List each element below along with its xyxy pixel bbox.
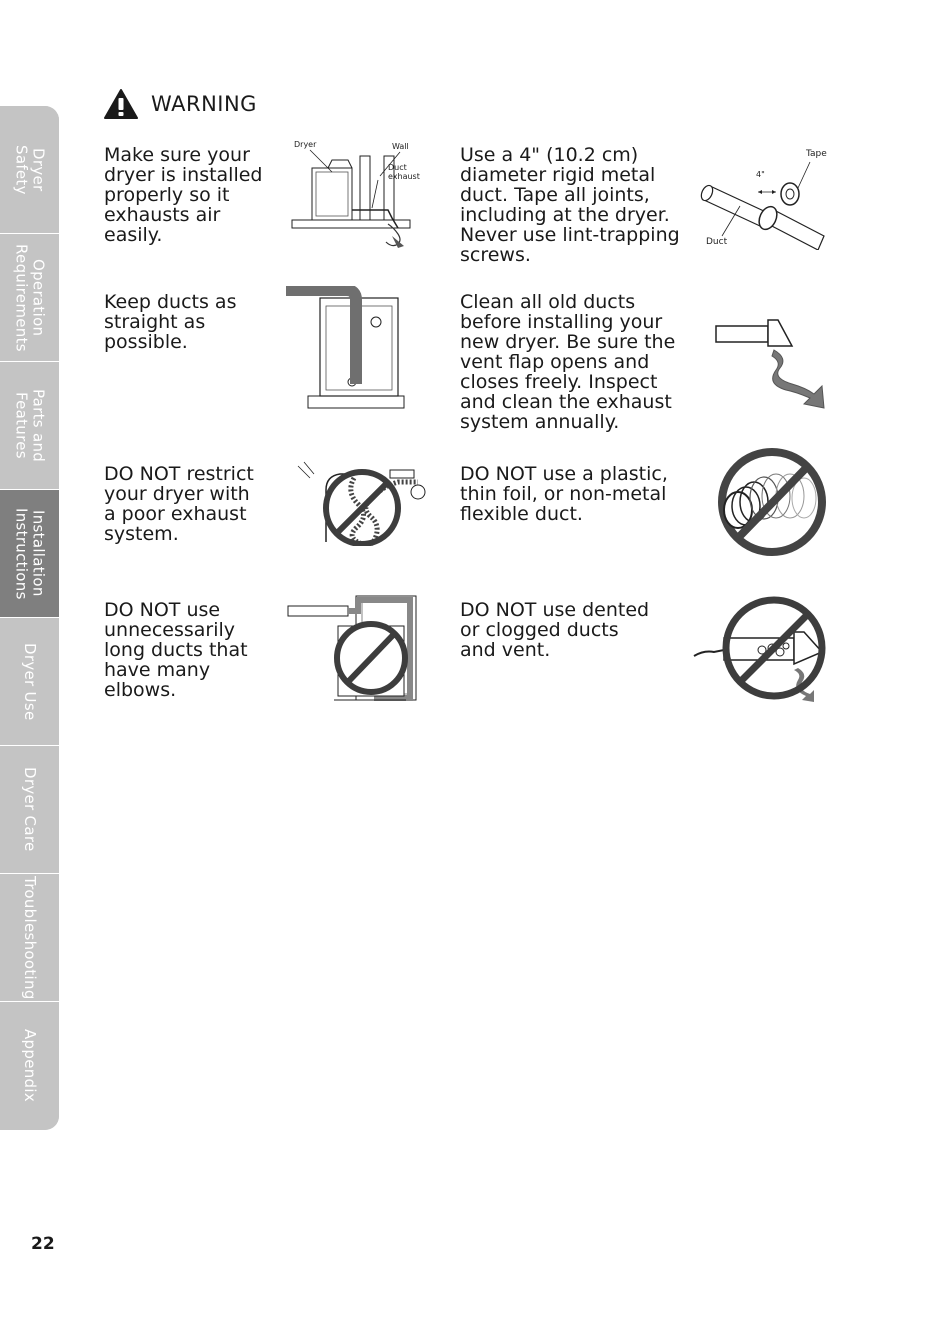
tab-label: Appendix xyxy=(21,1029,39,1103)
tab-label: Dryer Care xyxy=(21,767,39,852)
dryer-installation-figure xyxy=(288,138,428,258)
tape-label: Tape xyxy=(806,149,827,159)
warning-title: WARNING xyxy=(151,92,257,116)
tab-label: Operation Requirements xyxy=(12,243,48,352)
duct-label: Duct xyxy=(706,237,728,247)
dryer-label: Dryer xyxy=(294,140,317,149)
tab-installation-instructions[interactable] xyxy=(0,490,59,618)
tab-label: Dryer Use xyxy=(21,642,39,721)
tab-operation-requirements[interactable] xyxy=(0,234,59,362)
dented-ducts-figure xyxy=(690,592,830,704)
no-plastic-duct-text: DO NOT use a plastic, thin foil, or non-metal flexible duct. xyxy=(460,463,668,525)
tab-dryer-use[interactable] xyxy=(0,618,59,746)
duct-exhaust-label-line: exhaust xyxy=(388,172,420,181)
warning-triangle-icon xyxy=(103,88,139,120)
tab-label: Troubleshooting xyxy=(21,875,39,1000)
wall-label: Wall xyxy=(392,142,409,151)
tab-parts-and-features[interactable] xyxy=(0,362,59,490)
install-properly-text: Make sure your dryer is installed properly so it exhausts air easily. xyxy=(104,144,263,246)
no-long-ducts-text: DO NOT use unnecessarily long ducts that have many elbows. xyxy=(104,599,248,701)
rigid-duct-tape-figure xyxy=(700,140,832,250)
tab-dryer-safety[interactable] xyxy=(0,106,59,234)
page-number: 22 xyxy=(31,1234,55,1254)
straight-duct-figure xyxy=(286,286,408,412)
no-restrict-text: DO NOT restrict your dryer with a poor exhaust system. xyxy=(104,463,254,545)
tab-dryer-care[interactable] xyxy=(0,746,59,874)
four-inch-label: 4" xyxy=(756,170,765,179)
rigid-duct-text: Use a 4" (10.2 cm) diameter rigid metal duct. Tape all joints, including at the dryer. Never use lint-trapping screws. xyxy=(460,144,680,266)
duct-exhaust-label xyxy=(388,163,420,181)
restricted-duct-figure xyxy=(290,460,430,546)
duct-exhaust-label-line: Duct xyxy=(388,163,407,172)
vent-flap-figure xyxy=(712,316,830,412)
warning-header xyxy=(103,88,257,120)
section-tabs xyxy=(0,106,59,1130)
tab-label: Installation Instructions xyxy=(12,507,48,600)
plastic-duct-figure xyxy=(712,446,832,558)
tab-label: Parts and Features xyxy=(12,388,48,463)
no-dented-ducts-text: DO NOT use dented or clogged ducts and vent. xyxy=(460,599,650,661)
long-ducts-figure xyxy=(286,592,420,704)
tab-label: Dryer Safety xyxy=(12,144,48,195)
straight-ducts-text: Keep ducts as straight as possible. xyxy=(104,291,237,353)
clean-old-ducts-text: Clean all old ducts before installing your new dryer. Be sure the vent flap opens and closes freely. Inspect and clean the exhaust system annually. xyxy=(460,291,676,433)
tab-troubleshooting[interactable] xyxy=(0,874,59,1002)
tab-appendix[interactable] xyxy=(0,1002,59,1130)
